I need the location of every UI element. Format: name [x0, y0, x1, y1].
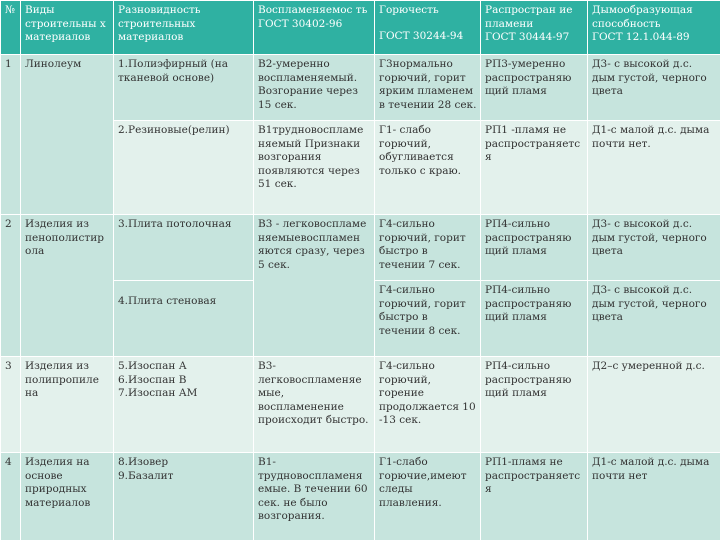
header-flame-spread-standard: ГОСТ 30444-97 — [485, 31, 569, 43]
header-combustibility — [375, 1, 481, 55]
flame-spread-value: РП4-сильно распространяю щий пламя — [481, 281, 588, 357]
smoke-value: Д2–с умеренной д.с. — [588, 357, 720, 453]
header-row — [1, 1, 720, 55]
flammability-value: В3 - легковоспламе няемыевоспламен яются сразу, через 5 сек. — [254, 215, 375, 357]
smoke-value: Д1-с малой д.с. дыма почти нет. — [588, 121, 720, 215]
material-variety: 4.Плита стеновая — [114, 281, 254, 357]
header-flammability-title: Воспламеняемос ть — [258, 4, 367, 16]
combustibility-value: Г4-сильно горючий, горит быстро в течении 8 сек. — [375, 281, 481, 357]
header-flammability-standard: ГОСТ 30402-96 — [258, 18, 342, 30]
header-material-types: Виды строительны х материалов — [21, 1, 114, 55]
flammability-value: В2-умеренно воспламеняемый. Возгорание через 15 сек. — [254, 55, 375, 121]
flammability-value: В1трудновоспламе няемый Признаки возгорания появляются через 51 сек. — [254, 121, 375, 215]
flammability-value: В3- легковоспламеняе мые, воспламенение происходит быстро. — [254, 357, 375, 453]
material-name: Линолеум — [21, 55, 114, 215]
smoke-value: Д3- с высокой д.с. дым густой, черного цвета — [588, 215, 720, 281]
combustibility-value: Г1-слабо горючие,имеют следы плавления. — [375, 453, 481, 541]
material-variety: 8.Изовер 9.Базалит — [114, 453, 254, 541]
header-combustibility-title: Горючесть — [379, 4, 439, 16]
combustibility-value: Г3нормально горючий, горит ярким пламенем в течении 28 сек. — [375, 55, 481, 121]
combustibility-value: Г4-сильно горючий, горение продолжается 10 -13 сек. — [375, 357, 481, 453]
row-number: 2 — [1, 215, 21, 357]
material-variety: 5.Изоспан А 6.Изоспан В 7.Изоспан АМ — [114, 357, 254, 453]
header-number: № — [1, 1, 21, 55]
combustibility-value: Г1- слабо горючий, обугливается только с краю. — [375, 121, 481, 215]
header-smoke — [588, 1, 720, 55]
row-number: 1 — [1, 55, 21, 215]
table-row — [1, 453, 720, 541]
smoke-value: Д1-с малой д.с. дыма почти нет — [588, 453, 720, 541]
material-name: Изделия из пенополистир ола — [21, 215, 114, 357]
flame-spread-value: РП1 -пламя не распространяетс я — [481, 121, 588, 215]
flame-spread-value: РП4-сильно распространяю щий пламя — [481, 215, 588, 281]
flame-spread-value: РП3-умеренно распространяю щий пламя — [481, 55, 588, 121]
header-flammability — [254, 1, 375, 55]
combustibility-value: Г4-сильно горючий, горит быстро в течении 7 сек. — [375, 215, 481, 281]
material-variety: 2.Резиновые(релин) — [114, 121, 254, 215]
header-smoke-standard: ГОСТ 12.1.044-89 — [592, 31, 690, 43]
row-number: 3 — [1, 357, 21, 453]
flame-spread-value: РП4-сильно распространяю щий пламя — [481, 357, 588, 453]
row-number: 4 — [1, 453, 21, 541]
table-row — [1, 357, 720, 453]
header-flame-spread — [481, 1, 588, 55]
table-row — [1, 55, 720, 121]
header-flame-spread-title: Распростран ие пламени — [485, 4, 572, 30]
material-name: Изделия из полипропиле на — [21, 357, 114, 453]
header-smoke-title: Дымообразующая способность — [592, 4, 693, 30]
table-row — [1, 215, 720, 281]
material-variety: 1.Полиэфирный (на тканевой основе) — [114, 55, 254, 121]
smoke-value: Д3- с высокой д.с. дым густой, черного цвета — [588, 55, 720, 121]
material-name: Изделия на основе природных материалов — [21, 453, 114, 541]
flame-spread-value: РП1-пламя не распространяетс я — [481, 453, 588, 541]
flammability-value: В1- трудновоспламеня емые. В течении 60 сек. не было возгорания. — [254, 453, 375, 541]
smoke-value: Д3- с высокой д.с. дым густой, черного цвета — [588, 281, 720, 357]
header-varieties: Разновидность строительных материалов — [114, 1, 254, 55]
material-variety: 3.Плита потолочная — [114, 215, 254, 281]
header-combustibility-standard: ГОСТ 30244-94 — [379, 30, 463, 42]
